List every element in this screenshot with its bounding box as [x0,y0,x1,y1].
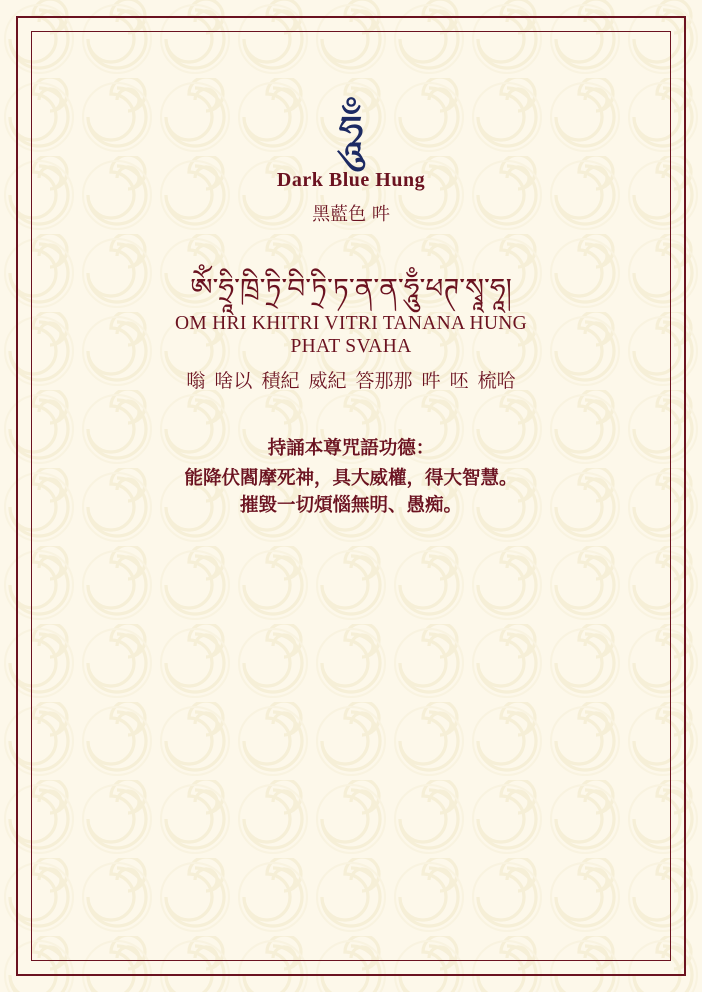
seed-syllable-glyph: ཧཱུྃ [338,105,364,159]
mantra-romanized-line-1: OM HRI KHITRI VITRI TANANA HUNG [174,312,528,334]
mantra-romanized-line-2: PHAT SVAHA [290,335,412,357]
page-title-chinese: 黑藍色 吽 [312,204,390,225]
benefits-line-2: 摧毀一切煩惱無明、愚痴。 [239,495,462,517]
mantra-chinese-transliteration: 嗡 啥以 積紀 威紀 答那那 吽 呸 梳哈 [186,369,516,392]
benefits-line-1: 能降伏閻摩死神，具大威權，得大智慧。 [184,468,518,490]
page-title-english: Dark Blue Hung [276,169,426,191]
mantra-tibetan: ཨོཾ་ཧྲཱི་ཁྲི་ཏྲི་བི་ཏྲི་ཏ་ན་ན་ཧཱུྃ་ཕཊ་སྭཱ་ཧཱ། [190,272,512,305]
document-content [31,31,671,961]
benefits-heading: 持誦本尊咒語功德： [267,438,435,460]
